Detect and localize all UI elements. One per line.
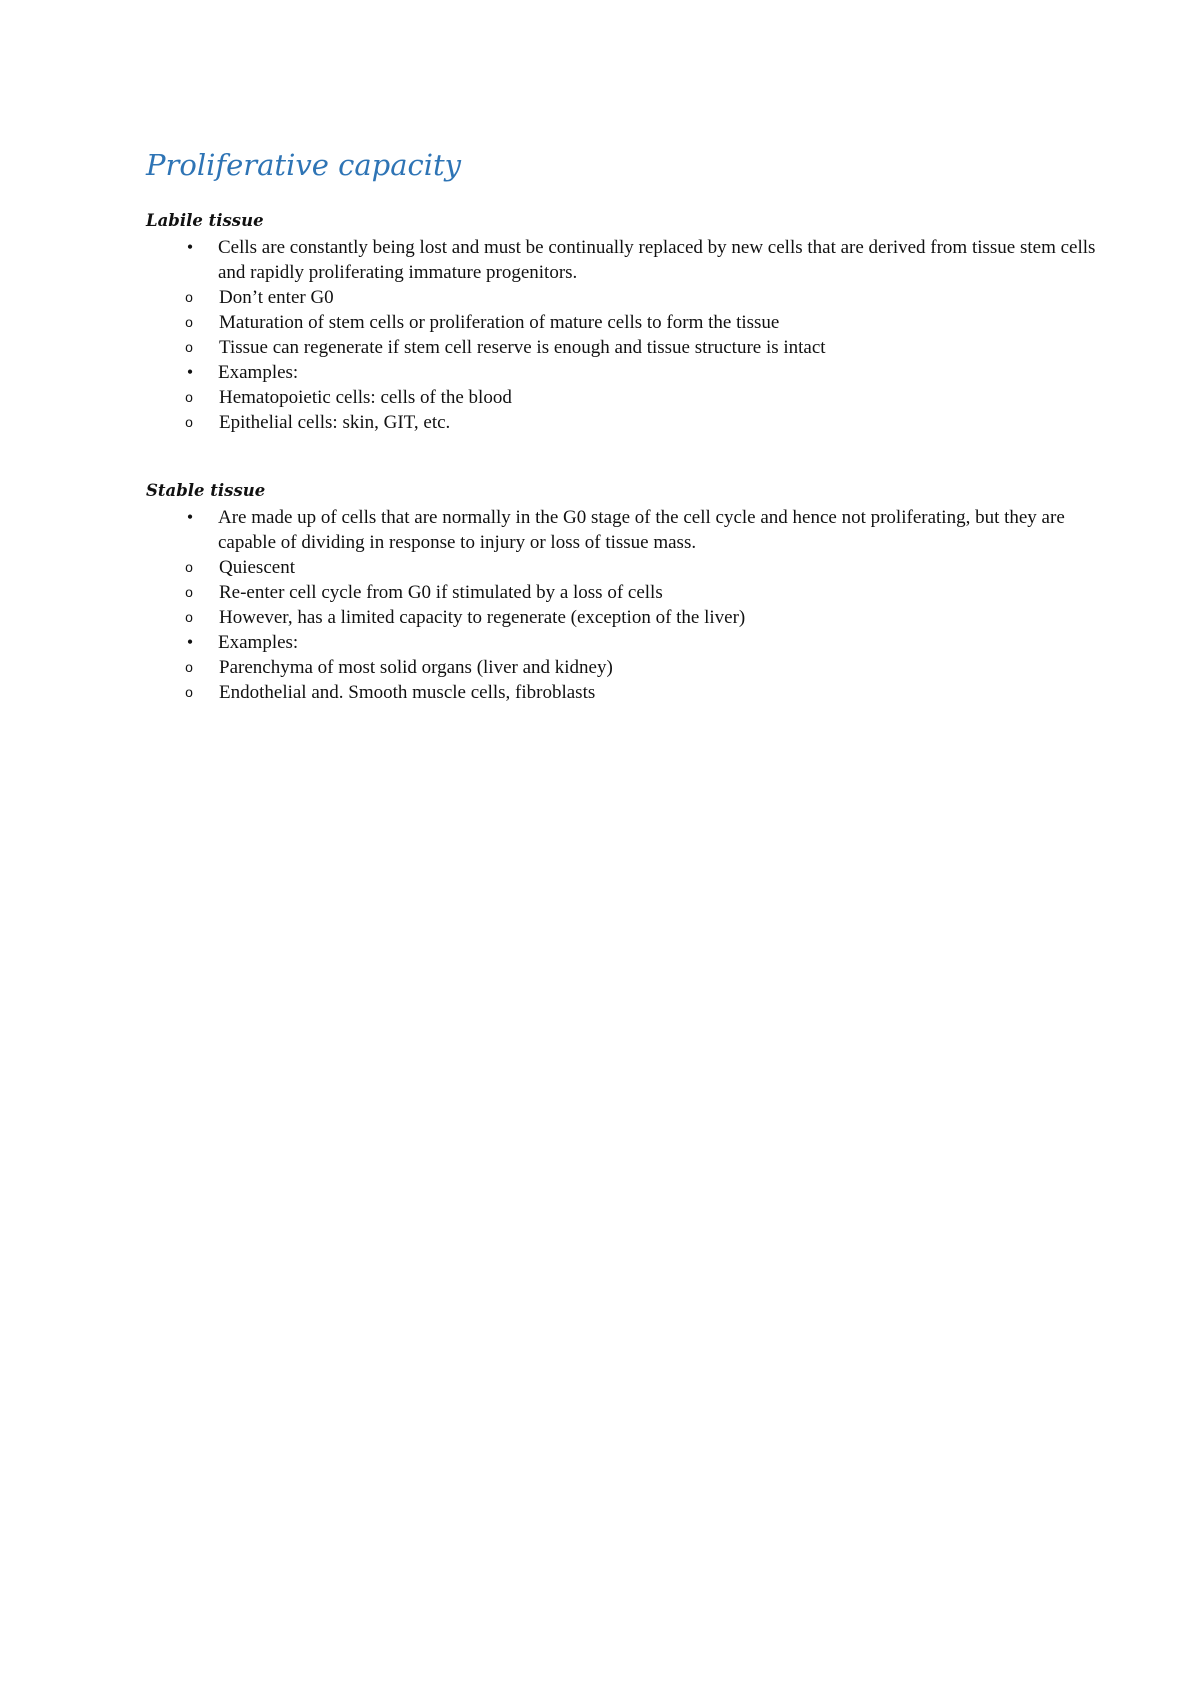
stable-examples-subitems <box>146 655 1096 705</box>
circle-bullet-icon: o <box>185 289 193 305</box>
stable-subitem-quiescent-text: Quiescent <box>219 557 295 578</box>
stable-subitem-reenter <box>146 580 1096 605</box>
labile-tissue-bullets <box>146 235 1096 435</box>
circle-bullet-icon: o <box>185 659 193 675</box>
stable-subitem-limited-capacity <box>146 605 1096 630</box>
stable-tissue-section <box>146 480 1096 705</box>
labile-example-epithelial <box>146 410 1096 435</box>
circle-bullet-icon: o <box>185 559 193 575</box>
document-title: Proliferative capacity <box>146 148 462 182</box>
stable-tissue-heading: Stable tissue <box>146 481 266 500</box>
labile-subitem-maturation <box>146 310 1096 335</box>
stable-example-parenchyma-text: Parenchyma of most solid organs (liver and kidney) <box>219 657 613 678</box>
labile-subitem-maturation-text: Maturation of stem cells or proliferation of mature cells to form the tissue <box>219 312 780 333</box>
labile-description-subitems <box>146 285 1096 360</box>
circle-bullet-icon: o <box>185 314 193 330</box>
labile-example-hematopoietic <box>146 385 1096 410</box>
labile-subitem-g0 <box>146 285 1096 310</box>
stable-description-item <box>146 505 1096 555</box>
stable-subitem-quiescent <box>146 555 1096 580</box>
labile-examples-subitems <box>146 385 1096 435</box>
labile-description-item <box>146 235 1096 285</box>
circle-bullet-icon: o <box>185 684 193 700</box>
stable-description-subitems <box>146 555 1096 630</box>
circle-bullet-icon: o <box>185 339 193 355</box>
stable-example-parenchyma <box>146 655 1096 680</box>
labile-subitem-regenerate-text: Tissue can regenerate if stem cell reserve is enough and tissue structure is intact <box>219 337 826 358</box>
labile-examples-text: Examples: <box>218 362 299 383</box>
bullet-icon: • <box>186 632 194 652</box>
circle-bullet-icon: o <box>185 414 193 430</box>
stable-description-text: Are made up of cells that are normally in the G0 stage of the cell cycle and hence not proliferating, but they are capable of dividing in response to injury or loss of tissue mass. <box>218 507 1065 553</box>
labile-subitem-g0-text: Don’t enter G0 <box>219 287 334 308</box>
bullet-icon: • <box>186 362 194 382</box>
stable-subitem-limited-capacity-text: However, has a limited capacity to regenerate (exception of the liver) <box>219 607 746 628</box>
labile-example-epithelial-text: Epithelial cells: skin, GIT, etc. <box>219 412 451 433</box>
bullet-icon: • <box>186 237 194 257</box>
labile-tissue-section <box>146 210 1096 435</box>
stable-example-endothelial <box>146 680 1096 705</box>
circle-bullet-icon: o <box>185 584 193 600</box>
stable-subitem-reenter-text: Re-enter cell cycle from G0 if stimulated by a loss of cells <box>219 582 663 603</box>
stable-tissue-bullets <box>146 505 1096 705</box>
labile-description-text: Cells are constantly being lost and must be continually replaced by new cells that are derived from tissue stem cells and rapidly proliferating immature progenitors. <box>218 237 1096 283</box>
labile-subitem-regenerate <box>146 335 1096 360</box>
labile-examples-item <box>146 360 1096 385</box>
stable-example-endothelial-text: Endothelial and. Smooth muscle cells, fibroblasts <box>219 682 596 703</box>
stable-examples-text: Examples: <box>218 632 299 653</box>
labile-tissue-heading: Labile tissue <box>146 211 264 230</box>
circle-bullet-icon: o <box>185 609 193 625</box>
stable-examples-item <box>146 630 1096 655</box>
circle-bullet-icon: o <box>185 389 193 405</box>
bullet-icon: • <box>186 507 194 527</box>
labile-example-hematopoietic-text: Hematopoietic cells: cells of the blood <box>219 387 512 408</box>
